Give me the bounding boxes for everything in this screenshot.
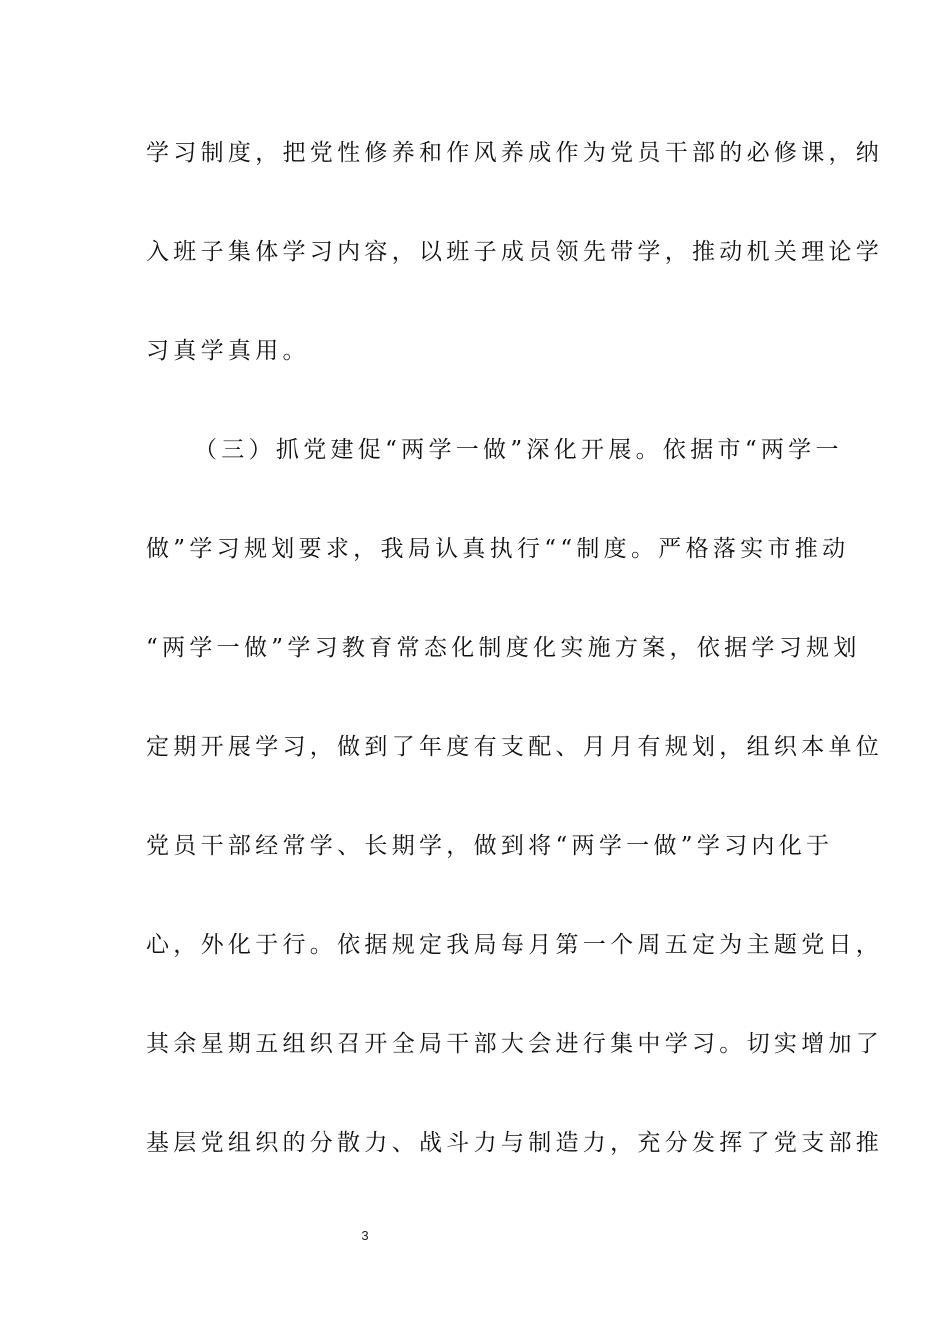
- text-line: 习真学真用。: [146, 338, 310, 364]
- text-line: 心，外化于行。依据规定我局每月第一个周五定为主题党日，: [146, 932, 884, 958]
- page-number: 3: [361, 1228, 369, 1243]
- text-line: 基层党组织的分散力、战斗力与制造力，充分发挥了党支部推: [146, 1130, 884, 1156]
- section-heading-line: （三）抓党建促“两学一做”深化开展。依据市“两学一: [194, 437, 843, 463]
- text-line: “两学一做”学习教育常态化制度化实施方案，依据学习规划: [146, 635, 861, 661]
- text-line: 其余星期五组织召开全局干部大会进行集中学习。切实增加了: [146, 1031, 884, 1057]
- text-line: 定期开展学习，做到了年度有支配、月月有规划，组织本单位: [146, 734, 884, 760]
- text-line: 党员干部经常学、长期学，做到将“两学一做”学习内化于: [146, 833, 834, 859]
- text-line: 入班子集体学习内容，以班子成员领先带学，推动机关理论学: [146, 239, 884, 265]
- text-line: 学习制度，把党性修养和作风养成作为党员干部的必修课，纳: [146, 140, 884, 166]
- text-line: 做”学习规划要求，我局认真执行““制度。严格落实市推动: [146, 536, 850, 562]
